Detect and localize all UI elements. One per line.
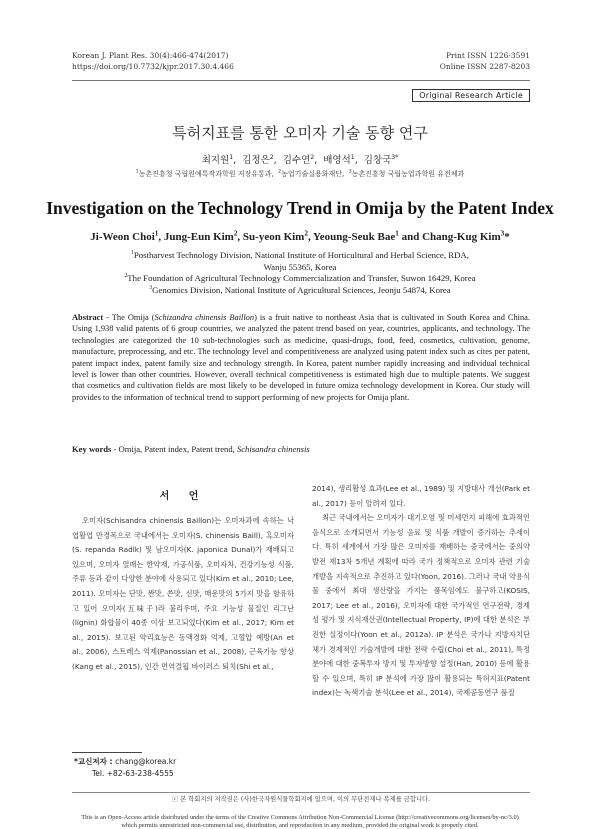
header-rule <box>72 80 530 81</box>
english-affiliation-2: $^2$The Foundation of Agricultural Technology Commercialization and Transfer, Suwon 16429, Korea <box>124 273 476 283</box>
correspondence-footnote <box>74 756 176 780</box>
left-column-text: 오미자(Schisandra chinensis Baillon)는 오미자과에 속하는 낙엽활엽 만경목으로 국내에서는 오미자(S. chinensis Baill), 흑오미자(S. repanda Radlk) 및 남오미자(K. japonica Dunal)가 재배되고 있으며, 오미자 열매는 한약재, 가공식품, 오미자차, 건강기능성 식품, 주류 등과 같이 다양한 분야에 사용되고 있다(Kim et al., 2010; Lee, 2011). 오미자는 단맛, 짠맛, 쓴맛, 신맛, 매운맛의 5가지 맛을 함유하고 있어 오미자(五味子)라 불리우며, 주요 기능성 물질인 리그난(lignin) 화합물이 40종 이상 보고되었다(Kim et al., 2017; Kim et al., 2015). 보고된 약리효능은 동맥경화 억제, 고혈압 예방(An et al., 2006), 스트레스 억제(Panossian et al., 2008), 근육기능 향상(Kang et al., 2015), 인간 면역결핍 바이러스 퇴치(Shi et al., <box>72 516 294 671</box>
footnote-rule <box>72 752 142 753</box>
english-author: Su-yeon Kim <box>242 231 305 243</box>
korean-title: 특허지표를 통한 오미자 기술 동향 연구 <box>172 124 428 142</box>
correspondence-tel: Tel. +82-63-238-4555 <box>92 769 174 778</box>
article-type-badge: Original Research Article <box>412 89 530 102</box>
journal-header <box>72 50 234 72</box>
english-title: Investigation on the Technology Trend in Omija by the Patent Index <box>46 198 554 218</box>
footer-rule <box>72 792 530 793</box>
english-authors: Ji-Weon Choi$^1$, Jung-Eun Kim$^2$, Su-yeon Kim$^2$, Yeoung-Seuk Bae$^1$ and Chang-Kug Kim$^3$* <box>90 229 510 243</box>
korean-author: 최지원 <box>201 155 230 166</box>
korean-affiliation: 농업기술실용화재단, <box>281 170 345 178</box>
keywords-label: Key words <box>72 444 112 454</box>
english-author: Ji-Weon Choi <box>90 231 155 243</box>
korean-author: 김수연 <box>282 155 311 166</box>
keywords: Key words - Omija, Patent index, Patent trend, Schisandra chinensis <box>72 444 310 454</box>
english-author: Yeoung-Seuk Bae <box>313 231 396 243</box>
journal-citation: Korean J. Plant Res. 30(4):466-474(2017) <box>72 51 229 60</box>
english-author: Chang-Kug Kim <box>422 231 501 243</box>
korean-affiliation: 농촌진흥청 국립원예특작과학원 저장유통과, <box>138 170 274 178</box>
korean-affiliations: $^1$농촌진흥청 국립원예특작과학원 저장유통과, $^2$농업기술실용화재단, $^3$농촌진흥청 국립농업과학원 유전체과 <box>135 169 465 178</box>
correspondence-email[interactable]: chang@korea.kr <box>115 757 177 766</box>
korean-author: 김창국 <box>363 155 392 166</box>
english-author: Jung-Eun Kim <box>163 231 234 243</box>
english-affiliation-1: $^1$Postharvest Technology Division, National Institute of Horticultural and Herbal Science, RDA, Wanju 55365, Korea <box>130 250 469 272</box>
korean-authors: 최지원$^1$, 김정은$^2$, 김수연$^2$, 배영석$^1$, 김창국$^{3*}$ <box>201 153 399 166</box>
print-issn: Print ISSN 1226-3591 <box>445 51 530 60</box>
korean-author: 배영석 <box>323 155 351 166</box>
right-column-continuation: 2014), 생리활성 효과(Lee et al., 1989) 및 지방대사 개선(Park et al., 2017) 등이 알려져 있다. <box>312 484 530 508</box>
abstract: Abstract - The Omija (Schizandra chinensis Baillon) is a fruit native to northeast Asia that is cultivated in South Korea and China. Using 1,938 valid patents of 6 group countries, we analyzed the patent trend based on year, countries, applicants, and technology. The technologies are categorized the 10 sub-technologies such as medicine, quasi-drugs, food, feed, cosmetics, cultivation, genome, manufacture, preprocessing, and etc. The technology level and competitiveness are analyzed using patent index such as cites per patent, patent impact index, patent family size and technology strength. In Korea, patent number rapidly increasing and individual technical level is lower than other countries. However, overall technical competitiveness is estimated high due to multiple patents. We suggest that cosmetics and cultivation fields are most likely to be developed in future omiza technology development in Korea. Our study will provides to the information of technical trend to support performing of new projects for Omija plant. <box>72 313 530 402</box>
english-affiliation-3: $^3$Genomics Division, National Institute of Agricultural Sciences, Jeonju 54874, Korea <box>149 284 451 295</box>
right-column-text <box>312 482 530 701</box>
korean-affiliation: 농촌진흥청 국립농업과학원 유전체과 <box>351 170 465 178</box>
license-notice: This is an Open-Access article distributed under the terms of the Creative Commons Attribution Non-Commercial License (http://creativecommons.org/licenses/by-nc/3.0) which permits unrestricted non-commercial use, distribution, and reproduction in any medium, provided the original work is properly cited. <box>81 814 519 829</box>
korean-author: 김정은 <box>242 155 270 166</box>
abstract-label: Abstract <box>72 313 104 322</box>
online-issn: Online ISSN 2287-8203 <box>439 62 530 71</box>
doi-link[interactable]: https://doi.org/10.7732/kjpr.2017.30.4.466 <box>72 62 234 71</box>
correspondence-label: *교신저자 : <box>74 757 116 766</box>
copyright-notice: ⓒ 본 학회지의 저작권은 (사)한국자원식물학회지에 있으며, 이의 무단전재나 복제를 금합니다. <box>171 796 431 803</box>
right-column-paragraph: 최근 국내에서는 오미자가 대기오염 및 미세먼지 피해에 효과적인 음식으로 소개되면서 기능성 음료 및 식품 개발이 증가하는 추세이다. 특히 세계에서 가장 많은 오미자를 재배하는 중국에서는 중의약발전 제13차 5개년 계획에 따라 국가 정책적으로 오미자 관련 기술개발을 지속적으로 추진하고 있다(Yoon, 2016). 그러나 국내 약용식물 중에서 최대 생산량을 가지는 품목임에도 불구하고(KOSIS, 2017; Lee et al., 2016), 오미자에 대한 국가적인 연구전략, 경제성 평가 및 지식재산권(Intellectual Property, IP)에 대한 분석은 부진한 실정이다(Yoon et al., 2012a). IP 분석은 국가나 지방자치단체가 경제적인 기술개발에 대한 전략 수립(Choi et al., 2011), 특정분야에 대한 중복투자 방지 및 투자방향 설정(Han, 2010) 등에 활용할 수 있으며, 특히 IP 분석에 가장 많이 활용되는 특허지표(Patent index)는 녹색기술 분석(Lee et al., 2014), 국제공동연구 품질 <box>312 513 530 698</box>
issn-header <box>440 50 530 72</box>
section-title-introduction: 서 언 <box>159 491 207 502</box>
